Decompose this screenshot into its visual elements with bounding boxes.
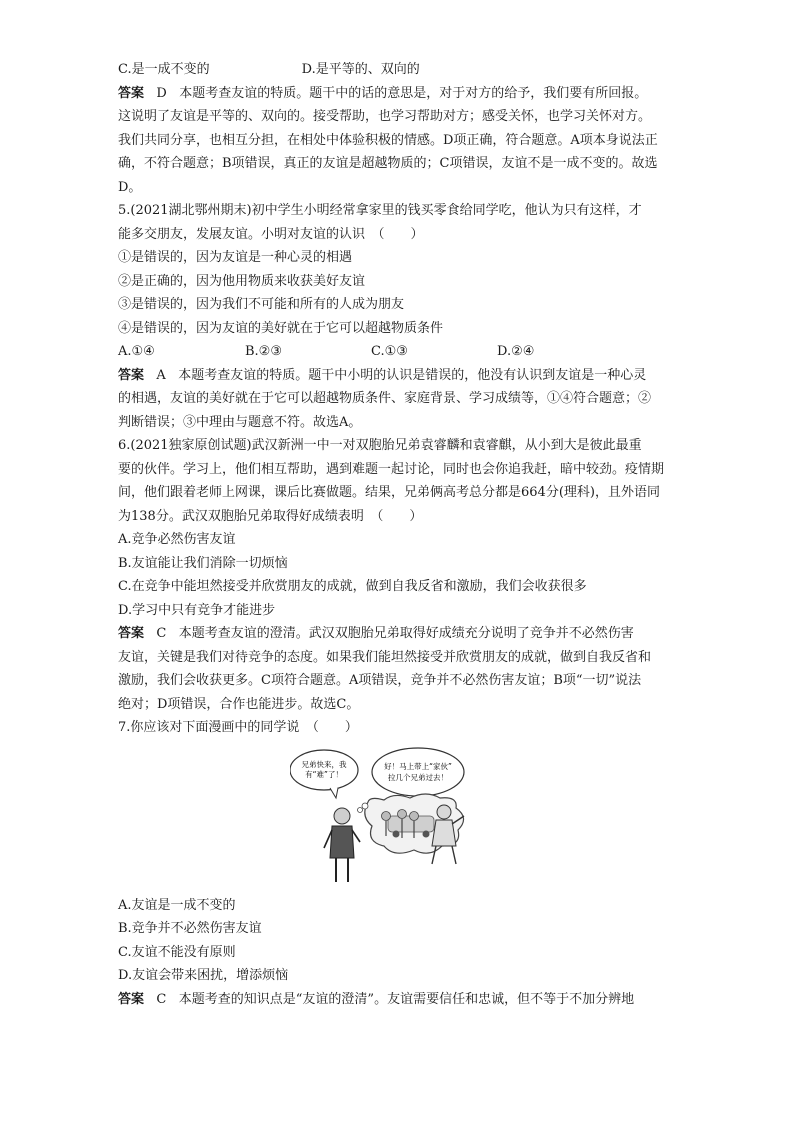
speech-bubble-right <box>372 748 464 796</box>
statement-item: ③是错误的，因为我们不可能和所有的人成为朋友 <box>118 297 405 312</box>
question-7 <box>118 716 678 1011</box>
statement-item: ④是错误的，因为友谊的美好就在于它可以超越物质条件 <box>118 320 444 336</box>
comic-drawing <box>290 746 490 886</box>
option-a: A.竞争必然伤害友谊 <box>118 532 236 547</box>
answer-text: 判断错误；③中理由与题意不符。故选A。 <box>118 414 362 430</box>
option-b: B.友谊能让我们消除一切烦恼 <box>118 555 288 571</box>
question-stem: 要的伙伴。学习上，他们相互帮助，遇到难题一起讨论，同时也会你追我赶，暗中较劲。疫情期 <box>118 461 665 477</box>
answer-label: 答案 <box>118 626 145 641</box>
q4-option-d: D.是平等的、双向的 <box>301 62 420 77</box>
statement-item: ①是错误的，因为友谊是一种心灵的相遇 <box>118 250 353 265</box>
question-stem: 6.(2021独家原创试题)武汉新洲一中一对双胞胎兄弟袁睿麟和袁睿麒，从小到大是彼此最重 <box>118 438 642 453</box>
option-a: A.友谊是一成不变的 <box>118 897 236 913</box>
answer-text: 本题考查友谊的特质。题干中小明的认识是错误的，他没有认识到友谊是一种心灵 <box>178 367 647 383</box>
answer-letter: D <box>156 85 167 101</box>
question-stem: 能多交朋友，发展友谊。小明对友谊的认识 （ ） <box>118 226 424 242</box>
comic-illustration <box>290 746 490 886</box>
option-d: D.②④ <box>497 344 535 359</box>
bubble-right-line-2: 拉几个兄弟过去！ <box>388 772 448 782</box>
friend-figure-icon <box>437 805 451 819</box>
student-figure-icon <box>334 808 350 824</box>
answer-label: 答案 <box>118 991 145 1007</box>
answer-text: 我们共同分享，也相互分担，在相处中体验积极的情感。D项正确，符合题意。A项本身说法正 <box>118 132 658 148</box>
options-row <box>118 340 678 364</box>
answer-text: 激励，我们会收获更多。C项符合题意。A项错误，竞争并不必然伤害友谊；B项“一切”说法 <box>118 673 642 688</box>
bubble-left-line-2: 有“难”了！ <box>305 769 343 779</box>
bubble-left-line-1: 兄弟快来，我 <box>301 759 347 769</box>
statement-item: ②是正确的，因为他用物质来收获美好友谊 <box>118 273 366 289</box>
answer-letter: C <box>156 991 167 1007</box>
question-stem: 间，他们跟着老师上网课，课后比赛做题。结果，兄弟俩高考总分都是664分(理科)，且外语同 <box>118 485 660 500</box>
answer-label: 答案 <box>118 367 145 383</box>
option-b: B.②③ <box>245 344 282 359</box>
option-b: B.竞争并不必然伤害友谊 <box>118 921 262 936</box>
answer-text: 确，不符合题意；B项错误，真正的友谊是超越物质的；C项错误，友谊不是一成不变的。故选 <box>118 156 658 171</box>
question-stem: 7.你应该对下面漫画中的同学说 （ ） <box>118 720 358 735</box>
option-d: D.友谊会带来困扰，增添烦恼 <box>118 968 289 983</box>
q4-option-c: C.是一成不变的 <box>118 62 210 77</box>
question-stem: 为138分。武汉双胞胎兄弟取得好成绩表明 （ ） <box>118 508 423 524</box>
answer-text: 本题考查友谊的澄清。武汉双胞胎兄弟取得好成绩充分说明了竞争并不必然伤害 <box>178 626 634 641</box>
answer-letter: A <box>156 367 166 383</box>
q4-options-row <box>118 58 678 82</box>
figure-icon <box>382 811 391 820</box>
answer-text: 友谊，关键是我们对待竞争的态度。如果我们能坦然接受并欣赏朋友的成就，做到自我反省和 <box>118 649 652 665</box>
question-stem: 5.(2021湖北鄂州期末)初中学生小明经常拿家里的钱买零食给同学吃，他认为只有这样，才 <box>118 203 642 218</box>
answer-text: 绝对；D项错误，合作也能进步。故选C。 <box>118 696 360 712</box>
option-d: D.学习中只有竞争才能进步 <box>118 602 276 618</box>
answer-label: 答案 <box>118 85 145 101</box>
answer-text: 这说明了友谊是平等的、双向的。接受帮助，也学习帮助对方；感受关怀，也学习关怀对方。 <box>118 109 652 124</box>
option-c: C.①③ <box>371 344 408 359</box>
exam-page <box>118 58 678 1011</box>
answer-text: 的相遇，友谊的美好就在于它可以超越物质条件、家庭背景、学习成绩等，①④符合题意；② <box>118 391 652 406</box>
question-6 <box>118 434 678 716</box>
answer-text: D。 <box>118 179 142 195</box>
question-5 <box>118 199 678 434</box>
option-c: C.友谊不能没有原则 <box>118 944 236 960</box>
answer-letter: C <box>156 626 167 641</box>
option-a: A.①④ <box>118 344 155 359</box>
bubble-right-line-1: 好！马上带上“家伙” <box>384 761 452 771</box>
answer-text: 本题考查友谊的特质。题干中的话的意思是，对于对方的给予，我们要有所回报。 <box>179 85 648 101</box>
option-c: C.在竞争中能坦然接受并欣赏朋友的成就，做到自我反省和激励，我们会收获很多 <box>118 579 587 594</box>
answer-text: 本题考查的知识点是“友谊的澄清”。友谊需要信任和忠诚，但不等于不加分辨地 <box>178 991 635 1007</box>
q4-answer <box>118 82 678 200</box>
